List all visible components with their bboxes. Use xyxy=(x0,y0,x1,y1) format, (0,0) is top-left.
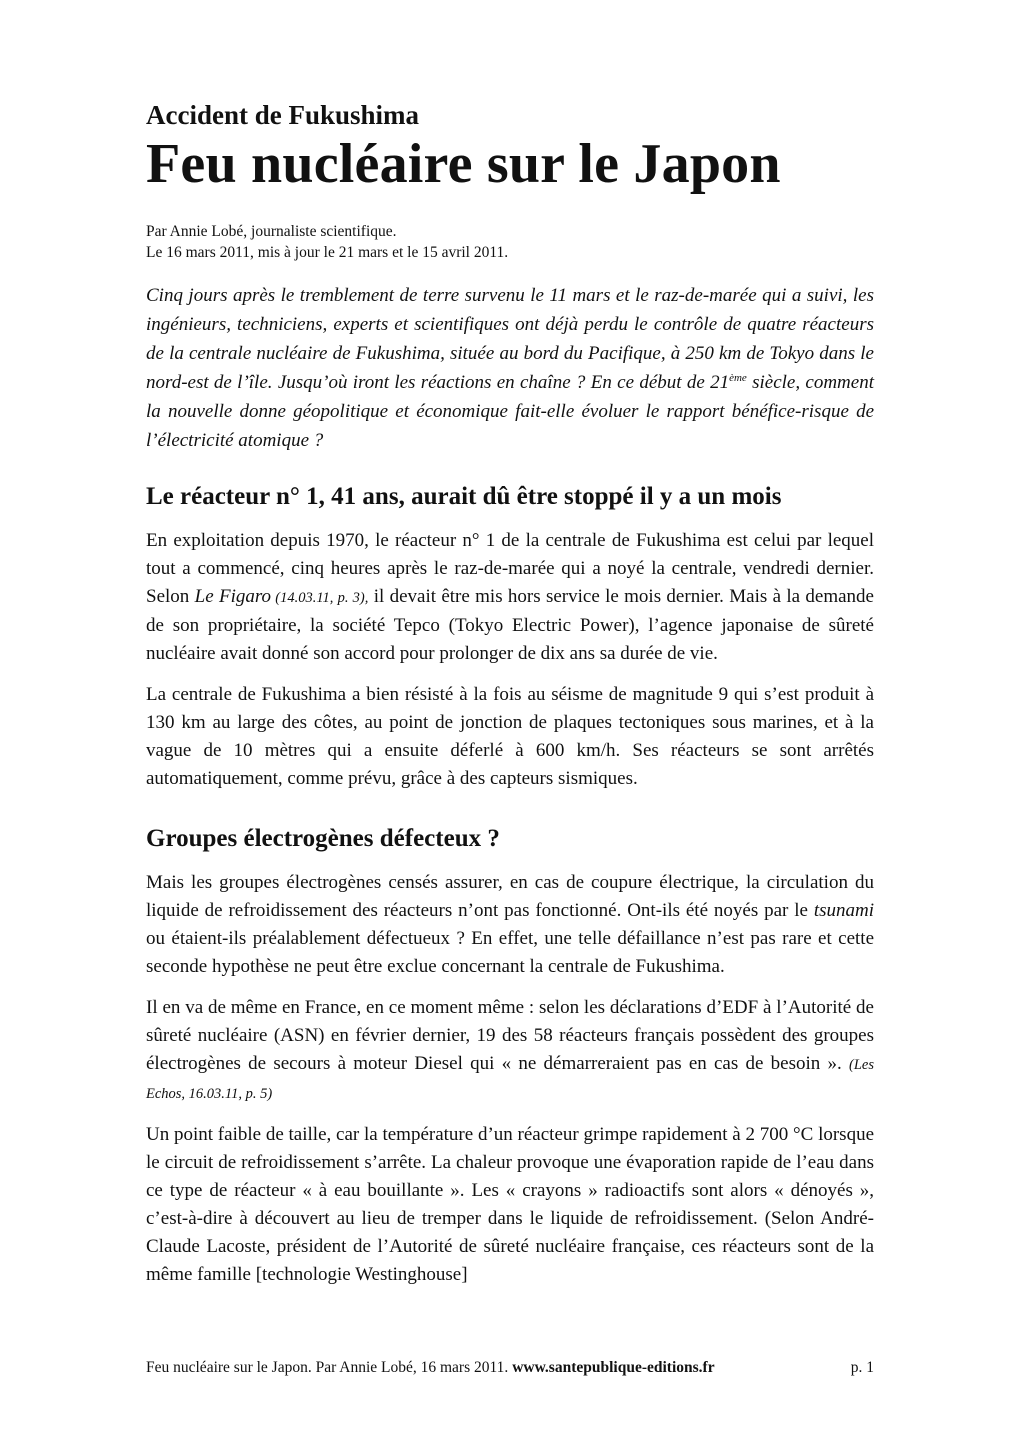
section-body-reactor-1 xyxy=(146,527,874,793)
text-run: Mais les groupes électrogènes censés assurer, en cas de coupure électrique, la circulation du liquide de refroidissement des réacteurs n’ont pas fonctionné. Ont-ils été noyés par le xyxy=(146,872,874,921)
page-footer xyxy=(146,1358,874,1378)
article-kicker: Accident de Fukushima xyxy=(146,100,420,130)
text-run: ou étaient-ils préalablement défectueux ? En effet, une telle défaillance n’est pas rare et cette seconde hypothèse ne peut être exclue concernant la centrale de Fukushima. xyxy=(146,928,874,977)
footer-text: Feu nucléaire sur le Japon. Par Annie Lobé, 16 mars 2011. xyxy=(146,1359,513,1376)
text-run: Il en va de même en France, en ce moment même : selon les déclarations d’EDF à l’Autorité de sûreté nucléaire (ASN) en février dernier, 19 des 58 réacteurs français possèdent des groupes électrogènes de secours à moteur Diesel qui « ne démarreraient pas en cas de besoin ». xyxy=(146,997,874,1074)
lead-text-2: siècle, comment la nouvelle donne géopolitique et économique fait-elle évoluer le rapport bénéfice-risque de l’électricité atomique ? xyxy=(146,372,874,451)
article-title: Feu nucléaire sur le Japon xyxy=(146,133,781,195)
paragraph xyxy=(146,869,874,981)
paragraph xyxy=(146,527,874,668)
paragraph: La centrale de Fukushima a bien résisté à la fois au séisme de magnitude 9 qui s’est produit à 130 km au large des côtes, au point de jonction de plaques tectoniques sous marines, et à la vague de 10 mètres qui a ensuite déferlé à 600 km/h. Ses réacteurs se sont arrêtés automatiquement, comme prévu, grâce à des capteurs sismiques. xyxy=(146,684,874,789)
section-heading-generators: Groupes électrogènes défecteux ? xyxy=(146,825,500,852)
article xyxy=(146,98,874,1289)
section-body-generators xyxy=(146,869,874,1289)
citation: (14.03.11, p. 3), xyxy=(271,590,369,606)
text-run: En exploitation depuis 1970, le réacteur n° 1 de la centrale de Fukushima est celui par lequel tout a commencé, cinq heures après le raz-de-marée qui a noyé la centrale, vendredi dernier. Selon xyxy=(146,530,874,607)
paragraph: Un point faible de taille, car la température d’un réacteur grimpe rapidement à 2 700 °C lorsque le circuit de refroidissement s’arrête. La chaleur provoque une évaporation rapide de l’eau dans ce type de réacteur « à eau bouillante ». Les « crayons » radioactifs sont alors « dénoyés », c’est-à-dire à découvert au lieu de tremper dans le liquide de refroidissement. (Selon André-Claude Lacoste, président de l’Autorité de sûreté nucléaire française, ces réacteurs sont de la même famille [technologie Westinghouse] xyxy=(146,1124,874,1285)
citation: (Les Echos, 16.03.11, p. 5) xyxy=(146,1057,874,1102)
section-heading-reactor-1: Le réacteur n° 1, 41 ans, aurait dû être stoppé il y a un mois xyxy=(146,483,782,510)
lead-text-1: Cinq jours après le tremblement de terre survenu le 11 mars et le raz-de-marée qui a suivi, les ingénieurs, techniciens, experts et scientifiques ont déjà perdu le contrôle de quatre réacteurs de la centrale nucléaire de Fukushima, située au bord du Pacifique, à 250 km de Tokyo dans le nord-est de l’île. Jusqu’où iront les réactions en chaîne ? En ce début de 21 xyxy=(146,285,874,393)
byline-date: Le 16 mars 2011, mis à jour le 21 mars et le 15 avril 2011. xyxy=(146,244,509,261)
paragraph xyxy=(146,994,874,1108)
footer-website-link[interactable]: www.santepublique-editions.fr xyxy=(512,1359,715,1376)
byline xyxy=(146,221,874,263)
lead-superscript: ème xyxy=(729,372,747,384)
source-title: Le Figaro xyxy=(194,586,272,607)
italic-term: tsunami xyxy=(813,900,874,921)
lead-paragraph xyxy=(146,281,874,455)
page-number: p. 1 xyxy=(850,1359,874,1376)
text-run: il devait être mis hors service le mois dernier. Mais à la demande de son propriétaire, la société Tepco (Tokyo Electric Power), l’agence japonaise de sûreté nucléaire avait donné son accord pour prolonger de dix ans sa durée de vie. xyxy=(146,586,874,664)
byline-author: Par Annie Lobé, journaliste scientifique. xyxy=(146,223,397,240)
